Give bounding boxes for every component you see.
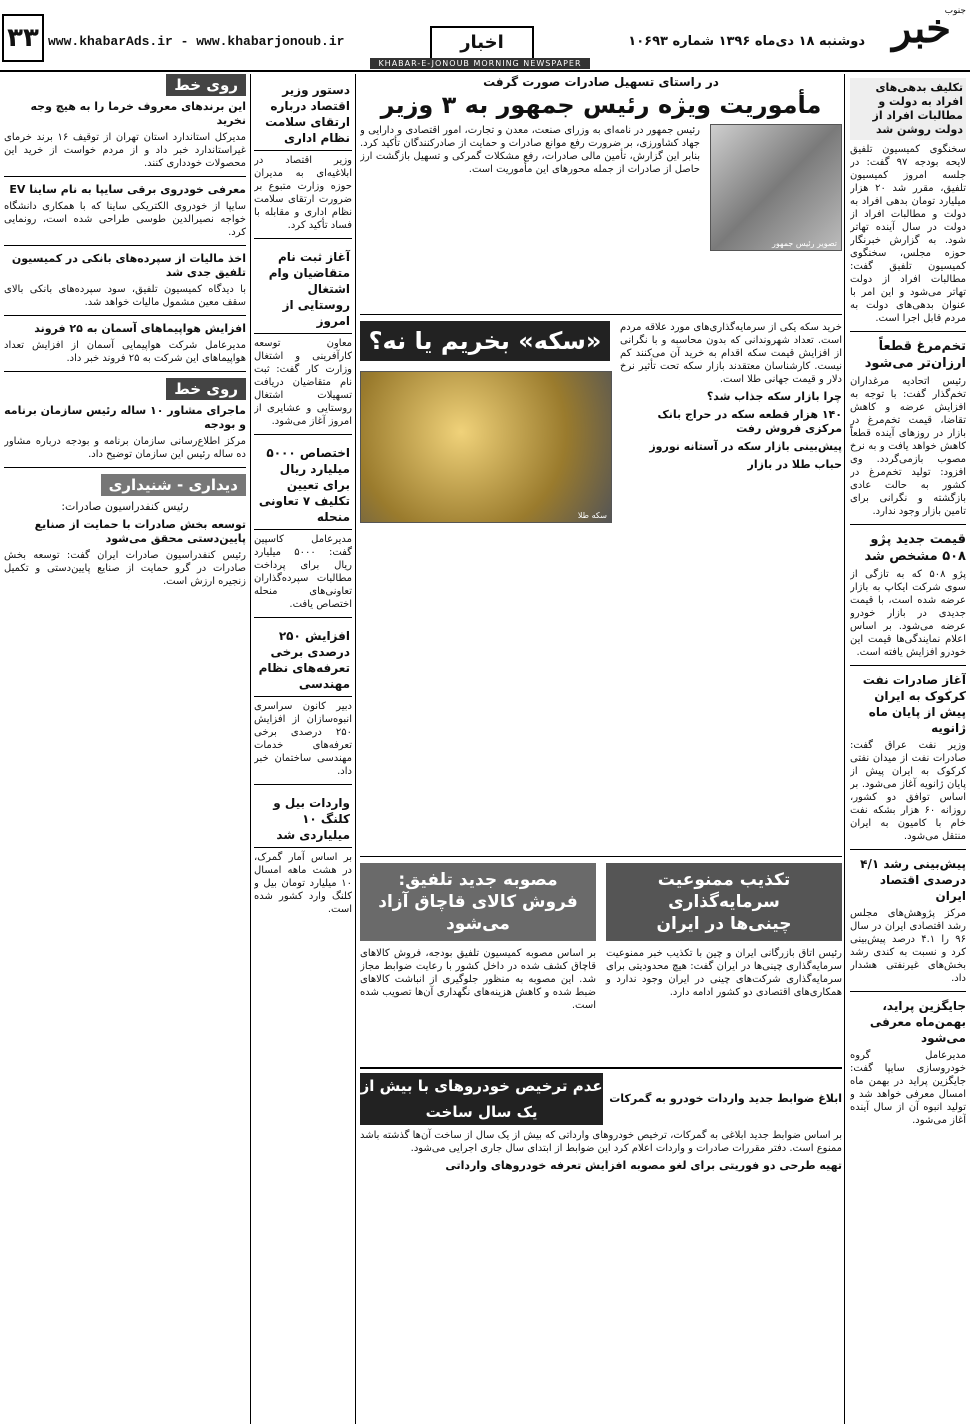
right-headline-2: تخم‌مرغ قطعاً ارزان‌تر می‌شود bbox=[864, 339, 966, 371]
china-title-line-1: تکذیب ممنوعیت سرمایه‌گذاری bbox=[657, 870, 791, 912]
lead-kicker: در راستای تسهیل صادرات صورت گرفت bbox=[483, 75, 719, 89]
smuggling-body: بر اساس مصوبه کمیسیون تلفیق بودجه، فروش کالاهای قاچاق کشف شده در داخل کشور با رعایت ضوابط مجاز شد. این مصوبه به منظور جلوگیری از انباشت کالاهای ضبط شده و کاهش هزینه‌های نگهداری آن‌ها تصویب شده است. bbox=[360, 948, 596, 1011]
china-body: رئیس اتاق بازرگانی ایران و چین با تکذیب خبر ممنوعیت سرمایه‌گذاری چینی‌ها در ایران گفت: هیچ محدودیتی برای سرمایه‌گذاری شرکت‌های چینی در ایران وجود ندارد و همکاری‌های اقتصادی دو کشور ادامه دارد. bbox=[606, 948, 842, 998]
mid-headline-4: افزایش ۲۵۰ درصدی برخی تعرفه‌های نظام مهندسی bbox=[254, 624, 352, 697]
right-body-4: وزیر نفت عراق گفت: صادرات نفت از میدان نفتی کرکوک به ایران پیش از پایان ژانویه آغاز می‌شود. بر اساس توافق دو کشور، روزانه ۶۰ هزار بشکه نفت خام با کامیون به ایران منتقل می‌شود. bbox=[850, 740, 966, 842]
left-body-4: مدیرعامل شرکت هواپیمایی آسمان از افزایش تعداد هواپیماهای این شرکت به ۲۵ فروند خبر داد. bbox=[4, 340, 246, 364]
coin-body: خرید سکه یکی از سرمایه‌گذاری‌های مورد علاقه مردم است. تعداد شهروندانی که بدون محاسبه و با نگرانی از افزایش قیمت سکه اقدام به خرید آن می‌کنند کم نیست. کارشناسان معتقدند بازار سکه تحت تأثیر نرخ دلار و قیمت جهانی طلا است. bbox=[620, 322, 842, 385]
right-body-6: مدیرعامل گروه خودروسازی سایپا گفت: جایگزین پراید در بهمن ماه امسال معرفی خواهد شد و تولید انبوه آن از سال آینده آغاز می‌شود. bbox=[850, 1050, 966, 1126]
page-number: ۳۳ bbox=[2, 14, 44, 62]
left-headline-1: این برندهای معروف خرما را به هیچ وجه نخرید bbox=[30, 100, 246, 127]
masthead bbox=[0, 0, 970, 72]
logo-text: خبر bbox=[892, 5, 951, 52]
right-headline-3: قیمت جدید پژو ۵۰۸ مشخص شد bbox=[864, 532, 966, 564]
lead-story bbox=[360, 74, 842, 315]
car-title: عدم ترخیص خودروهای با بیش از یک سال ساخت bbox=[360, 1073, 603, 1125]
logo-sub: جنوب bbox=[944, 6, 966, 16]
right-headline-6: جایگزین پراید، بهمن‌ماه معرفی می‌شود bbox=[869, 999, 966, 1045]
president-photo bbox=[710, 124, 842, 251]
left-headline-6: توسعه بخش صادرات با حمایت از صنایع پایین‌دستی محقق می‌شود bbox=[34, 518, 246, 545]
coin-subhead-4: حباب طلا در بازار bbox=[747, 458, 842, 471]
website-urls[interactable]: www.khabarAds.ir - www.khabarjonoub.ir bbox=[48, 34, 345, 49]
china-title-line-2: چینی‌ها در ایران bbox=[656, 914, 792, 934]
mid-headline-3: اختصاص ۵۰۰۰ میلیارد ریال برای تعیین تکلیف ۷ تعاونی منحله bbox=[254, 441, 352, 530]
smuggling-story bbox=[360, 863, 596, 1012]
coin-subhead-3: پیش‌بینی بازار سکه در آستانه نوروز bbox=[649, 440, 842, 453]
china-title bbox=[606, 863, 842, 941]
left-headline-3: اخذ مالیات از سپرده‌های بانکی در کمیسیون تلفیق جدی شد bbox=[11, 252, 246, 279]
left-headline-4: افزایش هواپیماهای آسمان به ۲۵ فروند bbox=[34, 322, 246, 335]
left-rubric-1: روی خط bbox=[166, 74, 246, 96]
mid-column bbox=[254, 74, 352, 1424]
coin-subhead-2: ۱۴۰ هزار قطعه سکه در حراج بانک مرکزی فروش رفت bbox=[657, 408, 842, 435]
smuggling-title-line-1: مصوبه جدید تلفیق: bbox=[398, 870, 558, 890]
lead-body: رئیس جمهور در نامه‌ای به وزرای صنعت، معدن و تجارت، امور اقتصادی و دارایی و جهاد کشاورزی، بر ضرورت رفع موانع صادرات و حمایت از صادرکنندگان تأکید کرد. بنابر این گزارش، تأمین مالی صادرات، رفع مشکلات گمرکی و تسهیل بازگشت ارز حاصل از صادرات از جمله محورهای این مأموریت است. bbox=[360, 125, 700, 175]
car-kicker: ابلاغ ضوابط جدید واردات خودرو به گمرکات bbox=[609, 1092, 842, 1105]
left-body-2: سایپا از خودروی الکتریکی ساینا که با همکاری دانشگاه خواجه نصیرالدین طوسی طراحی شده است، رونمایی کرد. bbox=[4, 201, 246, 238]
right-body-2: رئیس اتحادیه مرغداران تخم‌گذار گفت: با توجه به افزایش عرضه و کاهش تقاضا، قیمت تخم‌مرغ در بازار در روزهای آینده قطعاً کاهش خواهد یافت و به نرخ مصوب بازمی‌گردد. وی افزود: تولید تخم‌مرغ در کشور به حالت عادی بازگشته و نگرانی برای تامین بازار وجود ندارد. bbox=[850, 376, 966, 517]
mid-headline-2: آغاز ثبت نام متقاضیان وام اشتغال روستایی از امروز bbox=[254, 245, 352, 334]
left-body-1: مدیرکل استاندارد استان تهران از توقیف ۱۶ برند خرمای غیراستاندارد خبر داد و از مردم خواست از خرید این محصولات خودداری کنند. bbox=[4, 132, 246, 169]
car-body: بر اساس ضوابط جدید ابلاغی به گمرکات، ترخیص خودروهای وارداتی که بیش از یک سال از ساخت آن‌ها گذشته باشد ممنوع است. دفتر مقررات صادرات و واردات اعلام کرد این ضوابط از ابتدای سال جاری اجرایی می‌شود. bbox=[360, 1130, 842, 1154]
mid-body-1: وزیر اقتصاد در ابلاغیه‌ای به مدیران حوزه وزارت متبوع بر ضرورت ارتقای سلامت نظام اداری و مقابله با فساد تأکید کرد. bbox=[254, 155, 352, 231]
mid-body-3: مدیرعامل کاسپین گفت: ۵۰۰۰ میلیارد ریال برای پرداخت مطالبات سپرده‌گذاران تعاونی‌های منحله اختصاص یافت. bbox=[254, 534, 352, 610]
coin-photo bbox=[360, 371, 612, 523]
smuggling-title-line-2: فروش کالای قاچاق آزاد می‌شود bbox=[378, 892, 578, 934]
coin-banner: «سکه» بخریم یا نه؟ bbox=[360, 321, 610, 361]
right-column bbox=[850, 74, 966, 1424]
car-subhead: تهیه طرحی دو فوریتی برای لغو مصوبه افزایش تعرفه خودروهای وارداتی bbox=[445, 1159, 842, 1172]
right-body-5: مرکز پژوهش‌های مجلس رشد اقتصادی ایران در سال ۹۶ را ۴.۱ درصد پیش‌بینی کرد و نسبت به کندی رشد بخش‌های غیرنفتی هشدار داد. bbox=[850, 908, 966, 984]
left-rubric-3: دیداری - شنیداری bbox=[101, 474, 246, 496]
right-headline-5: پیش‌بینی رشد ۴/۱ درصدی اقتصاد ایران bbox=[860, 857, 966, 903]
left-headline-2: معرفی خودروی برقی سایپا به نام ساینا EV bbox=[9, 183, 246, 196]
left-column bbox=[4, 74, 246, 1424]
right-headline-4: آغاز صادرات نفت کرکوک به ایران پیش از پایان ماه ژانویه bbox=[862, 673, 966, 735]
lead-title: مأموریت ویژه رئیس جمهور به ۳ وزیر bbox=[380, 91, 822, 119]
right-body-3: پژو ۵۰۸ که به تازگی از سوی شرکت ایکاپ به بازار عرضه شده است، با قیمت جدیدی در بازار خودرو عرضه می‌شود. بر اساس اعلام نمایندگی‌ها قیمت این خودرو افزایش یافته است. bbox=[850, 569, 966, 658]
left-headline-5: ماجرای مشاور ۱۰ ساله رئیس سازمان برنامه و بودجه bbox=[4, 404, 246, 431]
mid-body-2: معاون توسعه کارآفرینی و اشتغال وزارت کار گفت: ثبت نام متقاضیان دریافت تسهیلات اشتغال روستایی و عشایری از امروز آغاز می‌شود. bbox=[254, 338, 352, 427]
right-body-1: سخنگوی کمیسیون تلفیق لایحه بودجه ۹۷ گفت: در جلسه امروز کمیسیون تلفیق، مقرر شد ۲۰ هزار میلیارد تومان بدهی افراد به دولت و مطالبات افراد از دولت در سال آینده تهاتر شود. به گزارش خبرنگار حوزه مجلس، سخنگوی کمیسیون تلفیق گفت: مطالبات افراد از دولت تهاتر می‌شود و این امر با عنوان بدهی‌های دولت به مردم قابل اجرا است. bbox=[850, 144, 966, 324]
mid-stories bbox=[360, 856, 842, 1067]
mid-headline-1: دستور وزیر اقتصاد درباره ارتقای سلامت نظام اداری bbox=[254, 78, 352, 151]
left-body-6: رئیس کنفدراسیون صادرات ایران گفت: توسعه بخش صادرات در گرو حمایت از صنایع پایین‌دستی و تکمیل زنجیره ارزش است. bbox=[4, 550, 246, 587]
smuggling-title bbox=[360, 863, 596, 941]
mid-body-4: دبیر کانون سراسری انبوه‌سازان از افزایش ۲۵۰ درصدی برخی تعرفه‌های خدمات مهندسی ساختمان خبر داد. bbox=[254, 701, 352, 777]
issue-date: دوشنبه ۱۸ دی‌ماه ۱۳۹۶ شماره ۱۰۶۹۳ bbox=[628, 34, 865, 49]
car-story bbox=[360, 1067, 842, 1173]
left-kicker-6: رئیس کنفدراسیون صادرات: bbox=[61, 500, 189, 513]
section-title: اخبار bbox=[430, 26, 534, 60]
mid-headline-5: واردات بیل و کلنگ ۱۰ میلیاردی شد bbox=[254, 791, 352, 848]
center-block bbox=[360, 74, 842, 1424]
mid-body-5: بر اساس آمار گمرک، در هشت ماهه امسال ۱۰ میلیارد تومان بیل و کلنگ وارد کشور شده است. bbox=[254, 852, 352, 915]
english-strip: KHABAR-E-JONOUB MORNING NEWSPAPER bbox=[370, 58, 590, 69]
coin-photo-caption: سکه طلا bbox=[577, 511, 607, 520]
left-rubric-2: روی خط bbox=[166, 378, 246, 400]
left-body-5: مرکز اطلاع‌رسانی سازمان برنامه و بودجه درباره مشاور ده ساله رئیس این سازمان توضیح داد. bbox=[4, 436, 246, 460]
newspaper-logo bbox=[879, 4, 964, 54]
right-headline-1: تکلیف بدهی‌های افراد به دولت و مطالبات افراد از دولت روشن شد bbox=[850, 78, 966, 140]
coin-subhead-1: چرا بازار سکه جذاب شد؟ bbox=[706, 390, 842, 403]
left-body-3: با دیدگاه کمیسیون تلفیق، سود سپرده‌های بانکی بالای سقف معین مشمول مالیات خواهد شد. bbox=[4, 284, 246, 308]
coin-story bbox=[360, 321, 842, 856]
president-photo-caption: تصویر رئیس جمهور bbox=[772, 239, 837, 248]
china-story bbox=[606, 863, 842, 999]
